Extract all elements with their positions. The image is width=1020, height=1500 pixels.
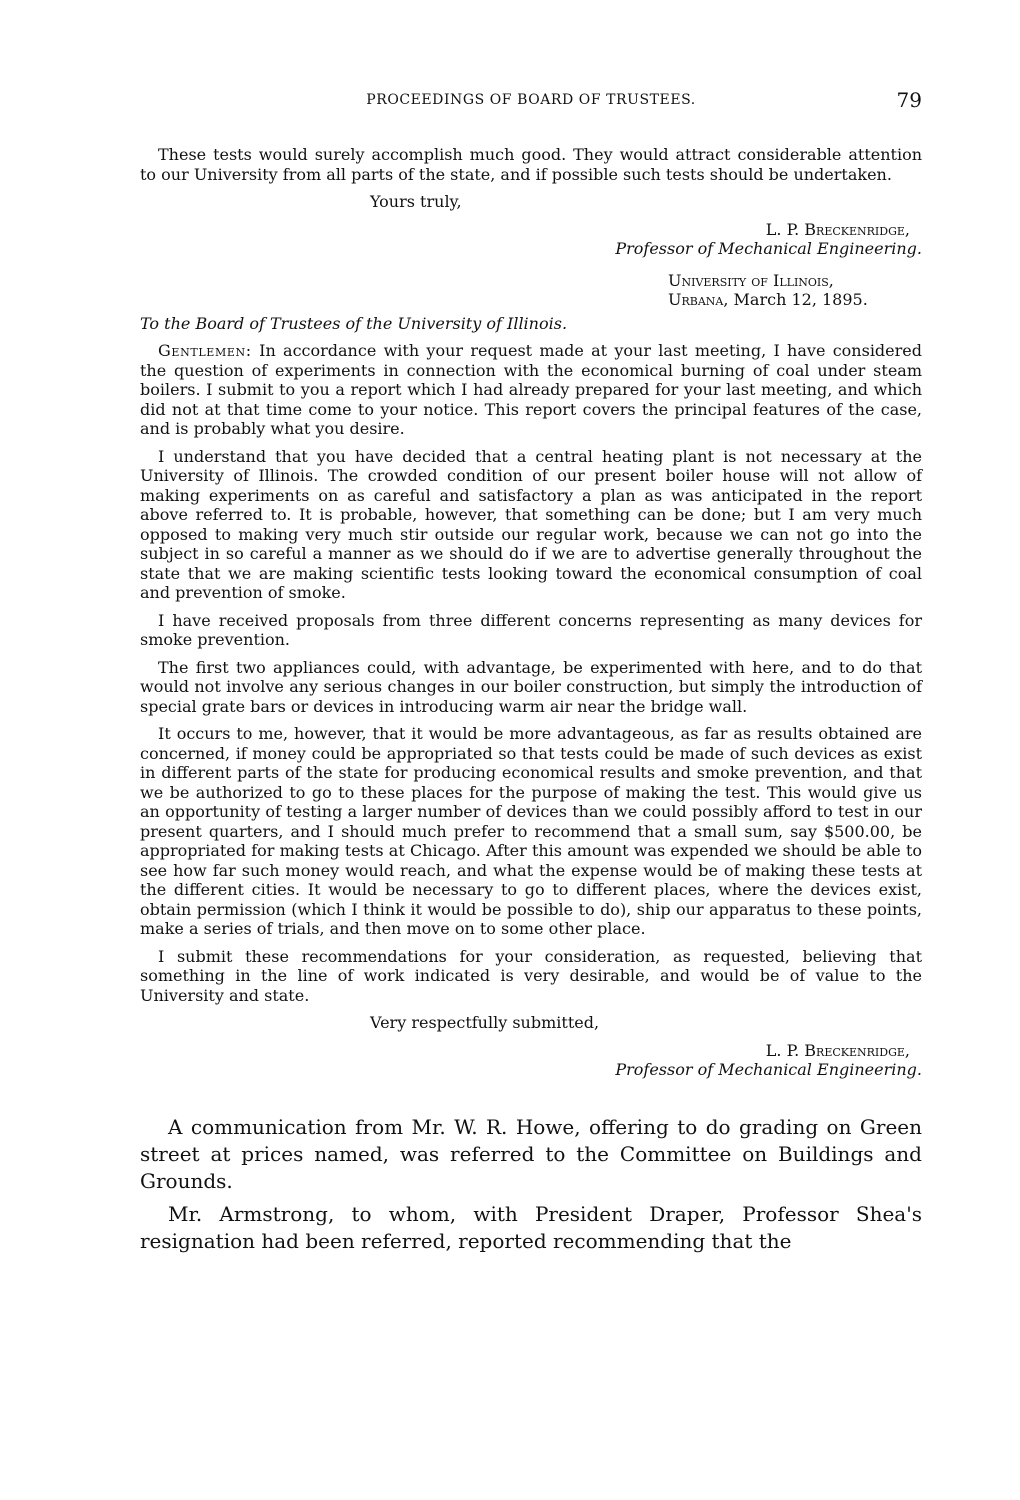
letter1-signature-name: L. P. Breckenridge, (765, 219, 910, 239)
letter2-place-line1: University of Illinois, (668, 270, 834, 290)
letter2-place-date: March 12, 1895. (728, 290, 868, 309)
letter2-paragraph-2: I understand that you have decided that a central heating plant is not necessary at the University of Illinois. The crowded condition of our present boiler house will not allow of making experiments on as careful and satisfactory a plan as was anticipated in the report above referred to. It is probable, however, that something can be done; but I am very much opposed to making very much stir outside our regular work, because we can not go into the subject in so careful a manner as we should do if we are to advertise generally throughout the state that we are making scientific tests looking toward the economical consumption of coal and prevention of smoke. (140, 446, 922, 602)
letter2-signature-title: Professor of Mechanical Engineering. (615, 1060, 922, 1079)
letter1-paragraph: These tests would surely accomplish much good. They would attract considerable attention to our University from all parts of the state, and if possible such tests should be undertaken. (140, 145, 922, 184)
proceedings-paragraph-2: Mr. Armstrong, to whom, with President Draper, Professor Shea's resignation had been referred, reported recommending that the (140, 1201, 922, 1253)
section-spacer (140, 1080, 922, 1114)
letter2-place-city: Urbana, (668, 290, 729, 309)
letter2-closing: Very respectfully submitted, (370, 1013, 600, 1032)
letter2-paragraph-5: It occurs to me, however, that it would be more advantageous, as far as results obtained are concerned, if money could be appropriated so that tests could be made of such devices as exist in different parts of the state for producing economical results and smoke prevention, and that we be authorized to go to these places for the purpose of making the test. This would give us an opportunity of testing a larger number of devices than we could possibly afford to test in our present quarters, and I should much prefer to recommend that a small sum, say $500.00, be appropriated for making tests at Chicago. After this amount was expended we should be able to see how far such money would reach, and what the expense would be of making these tests at the different cities. It would be necessary to go to different places, where the devices exist, obtain permission (which I think it would be possible to do), ship our apparatus to these points, make a series of trials, and then move on to some other place. (140, 724, 922, 938)
letter1-signature-title: Professor of Mechanical Engineering. (615, 239, 922, 258)
letter2-paragraph-1-text: In accordance with your request made at your last meeting, I have considered the question of experiments in connection with the economical burning of coal under steam boilers. I submit to you a report which I had already prepared for your last meeting, and which did not at that time come to your notice. This report covers the principal features of the case, and is probably what you desire. (140, 341, 922, 438)
letter2-paragraph-1 (140, 341, 922, 439)
running-head (140, 88, 922, 116)
body-text (140, 145, 922, 1261)
letter2-paragraph-3: I have received proposals from three different concerns representing as many devices for smoke prevention. (140, 610, 922, 649)
letter2-paragraph-6: I submit these recommendations for your consideration, as requested, believing that something in the line of work indicated is very desirable, and would be of value to the University and state. (140, 946, 922, 1005)
letter2-place-line2 (668, 290, 922, 310)
letter1-closing: Yours truly, (370, 192, 462, 211)
letter2-signature-name: L. P. Breckenridge, (765, 1040, 910, 1060)
letter2-salutation: Gentlemen: (158, 341, 252, 360)
letter2-paragraph-4: The first two appliances could, with advantage, be experimented with here, and to do that would not involve any serious changes in our boiler construction, but simply the introduction of special grate bars or devices in introducing warm air near the bridge wall. (140, 657, 922, 716)
running-title: PROCEEDINGS OF BOARD OF TRUSTEES. (366, 92, 696, 108)
proceedings-paragraph-1: A communication from Mr. W. R. Howe, offering to do grading on Green street at prices named, was referred to the Committee on Buildings and Grounds. (140, 1114, 922, 1193)
letter2-place (140, 271, 922, 310)
page-number: 79 (896, 88, 922, 112)
letter2-address: To the Board of Trustees of the University of Illinois. (140, 313, 568, 333)
